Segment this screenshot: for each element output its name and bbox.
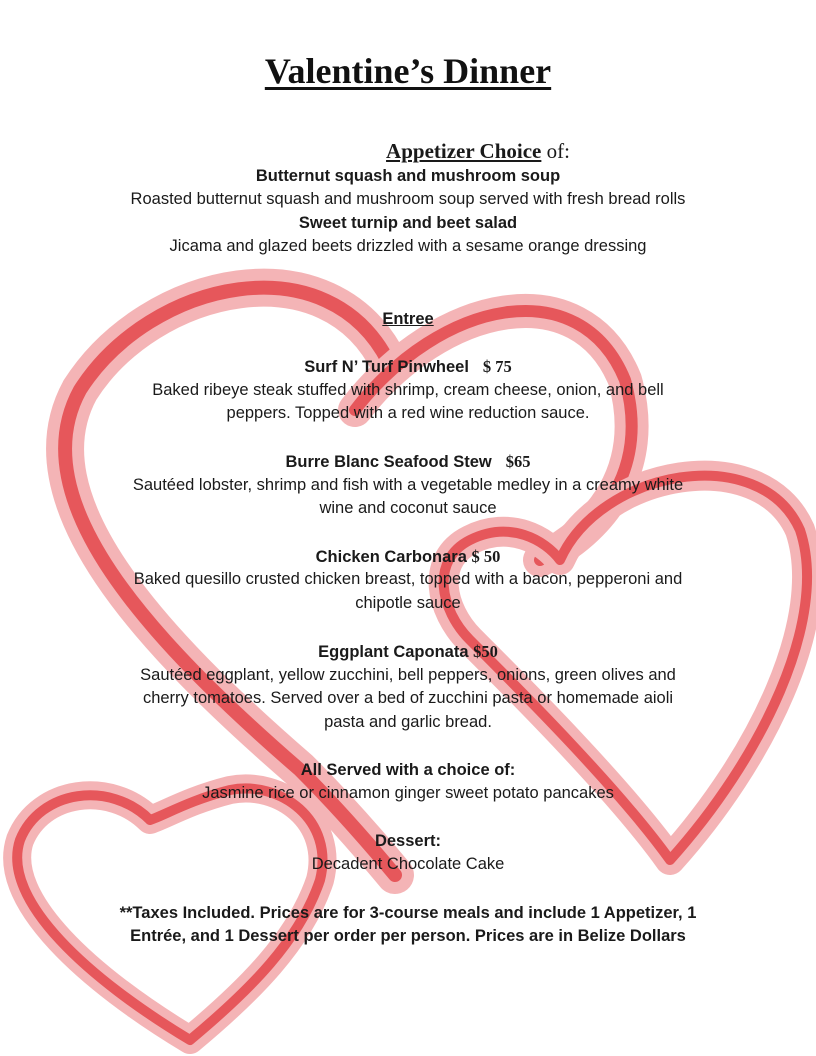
entree-item-name: Eggplant Caponata <box>318 643 469 661</box>
dessert-heading: Dessert: <box>374 832 442 850</box>
appetizer-item-name: Butternut squash and mushroom soup <box>255 167 561 185</box>
appetizer-heading <box>70 140 816 163</box>
sides-heading: All Served with a choice of: <box>300 761 516 779</box>
dessert-desc: Decadent Chocolate Cake <box>311 855 505 873</box>
entree-item-desc: Baked ribeye steak stuffed with shrimp, cream cheese, onion, and bell <box>152 381 664 399</box>
page-title: Valentine’s Dinner <box>264 51 552 91</box>
entree-item-desc: Sautéed lobster, shrimp and fish with a vegetable medley in a creamy white <box>132 476 684 494</box>
entree-item-price: $65 <box>505 452 531 471</box>
pricing-note: Entrée, and 1 Dessert per order per person. Prices are in Belize Dollars <box>130 927 686 945</box>
entree-item-desc: Sautéed eggplant, yellow zucchini, bell peppers, onions, green olives and <box>140 666 676 684</box>
appetizer-heading-label: Appetizer Choice <box>386 139 542 163</box>
entree-item-title <box>0 355 816 379</box>
entree-item-name: Surf N’ Turf Pinwheel <box>304 358 469 376</box>
entree-item-title <box>0 640 816 664</box>
entree-item-title <box>0 545 816 569</box>
appetizer-item-desc: Roasted butternut squash and mushroom soup served with fresh bread rolls <box>130 190 686 208</box>
entree-item-desc: peppers. Topped with a red wine reduction sauce. <box>226 404 590 422</box>
entree-item-desc: Baked quesillo crusted chicken breast, topped with a bacon, pepperoni and <box>133 570 683 588</box>
appetizer-item-name: Sweet turnip and beet salad <box>298 214 518 232</box>
entree-item-desc: chipotle sauce <box>355 594 461 612</box>
entree-item-desc: cherry tomatoes. Served over a bed of zucchini pasta or homemade aioli <box>142 689 674 707</box>
entree-item-desc: wine and coconut sauce <box>319 499 497 517</box>
entree-item-price: $ 75 <box>482 357 512 376</box>
entree-item-title <box>0 450 816 474</box>
pricing-note: **Taxes Included. Prices are for 3-course meals and include 1 Appetizer, 1 <box>119 904 697 922</box>
entree-item-name: Chicken Carbonara <box>315 548 467 566</box>
entree-item-price: $ 50 <box>471 547 501 566</box>
appetizer-heading-suffix: of: <box>546 139 570 163</box>
entree-item-price: $50 <box>473 642 498 661</box>
entree-heading: Entree <box>382 310 434 328</box>
sides-desc: Jasmine rice or cinnamon ginger sweet potato pancakes <box>202 784 614 802</box>
entree-item-name: Burre Blanc Seafood Stew <box>285 453 492 471</box>
appetizer-item-desc: Jicama and glazed beets drizzled with a sesame orange dressing <box>169 237 647 255</box>
entree-item-desc: pasta and garlic bread. <box>324 713 492 731</box>
